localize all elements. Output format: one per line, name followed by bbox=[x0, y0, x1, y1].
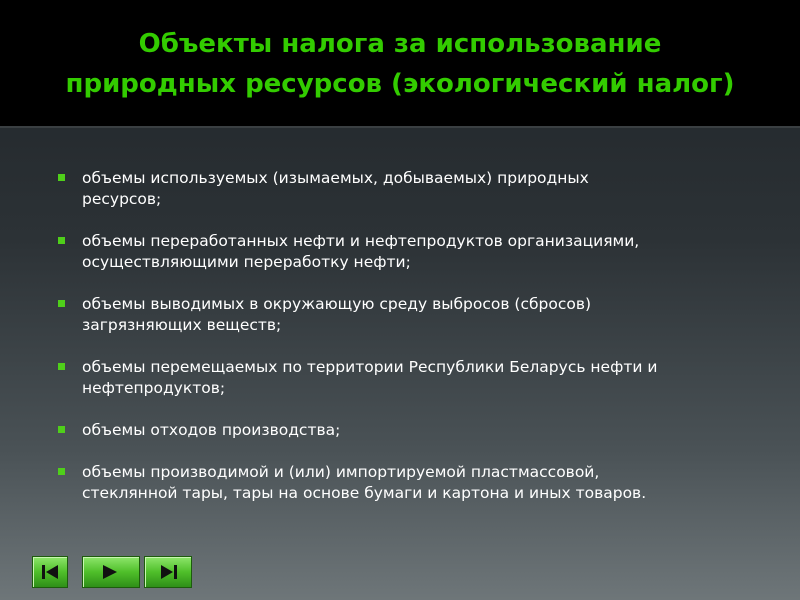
first-slide-button[interactable] bbox=[32, 556, 68, 588]
last-slide-button[interactable] bbox=[144, 556, 192, 588]
bullet-marker bbox=[58, 300, 65, 307]
bullet-item-oil-processing bbox=[58, 231, 758, 273]
bullet-text-line-2: нефтепродуктов; bbox=[82, 379, 226, 397]
bullet-marker bbox=[58, 468, 65, 475]
bullet-text-line-2: осуществляющими переработку нефти; bbox=[82, 253, 411, 271]
bullet-marker bbox=[58, 237, 65, 244]
bullet-text-line-1: объемы выводимых в окружающую среду выбросов (сбросов) bbox=[82, 295, 592, 313]
bullet-text-line-1: объемы переработанных нефти и нефтепродуктов организациями, bbox=[82, 232, 640, 250]
bullet-item-emissions bbox=[58, 294, 758, 336]
bullet-text-line-1: объемы перемещаемых по территории Республики Беларусь нефти и bbox=[82, 358, 658, 376]
slide-title-line-1: Объекты налога за использование bbox=[138, 29, 662, 59]
bullet-text-line-1: объемы отходов производства; bbox=[82, 421, 341, 439]
bullet-item-packaging bbox=[58, 462, 758, 504]
next-slide-button[interactable] bbox=[82, 556, 140, 588]
bullet-text-line-1: объемы производимой и (или) импортируемой пластмассовой, bbox=[82, 463, 600, 481]
slide-title-line-2: природных ресурсов (экологический налог) bbox=[65, 69, 735, 99]
bullet-text-line-2: ресурсов; bbox=[82, 190, 162, 208]
slide-title bbox=[20, 24, 780, 104]
bullet-item-oil-transit bbox=[58, 357, 758, 399]
bullet-text-line-2: стеклянной тары, тары на основе бумаги и картона и иных товаров. bbox=[82, 484, 647, 502]
bullet-text-line-1: объемы используемых (изымаемых, добываемых) природных bbox=[82, 169, 589, 187]
bullet-text-line-2: загрязняющих веществ; bbox=[82, 316, 282, 334]
bullet-marker bbox=[58, 363, 65, 370]
bullet-marker bbox=[58, 426, 65, 433]
bullet-list bbox=[58, 168, 758, 525]
bullet-marker bbox=[58, 174, 65, 181]
title-band bbox=[0, 0, 800, 128]
skip-first-icon bbox=[33, 557, 67, 587]
skip-last-icon bbox=[145, 557, 191, 587]
bullet-item-waste bbox=[58, 420, 758, 441]
bullet-item-resources bbox=[58, 168, 758, 210]
play-next-icon bbox=[83, 557, 139, 587]
